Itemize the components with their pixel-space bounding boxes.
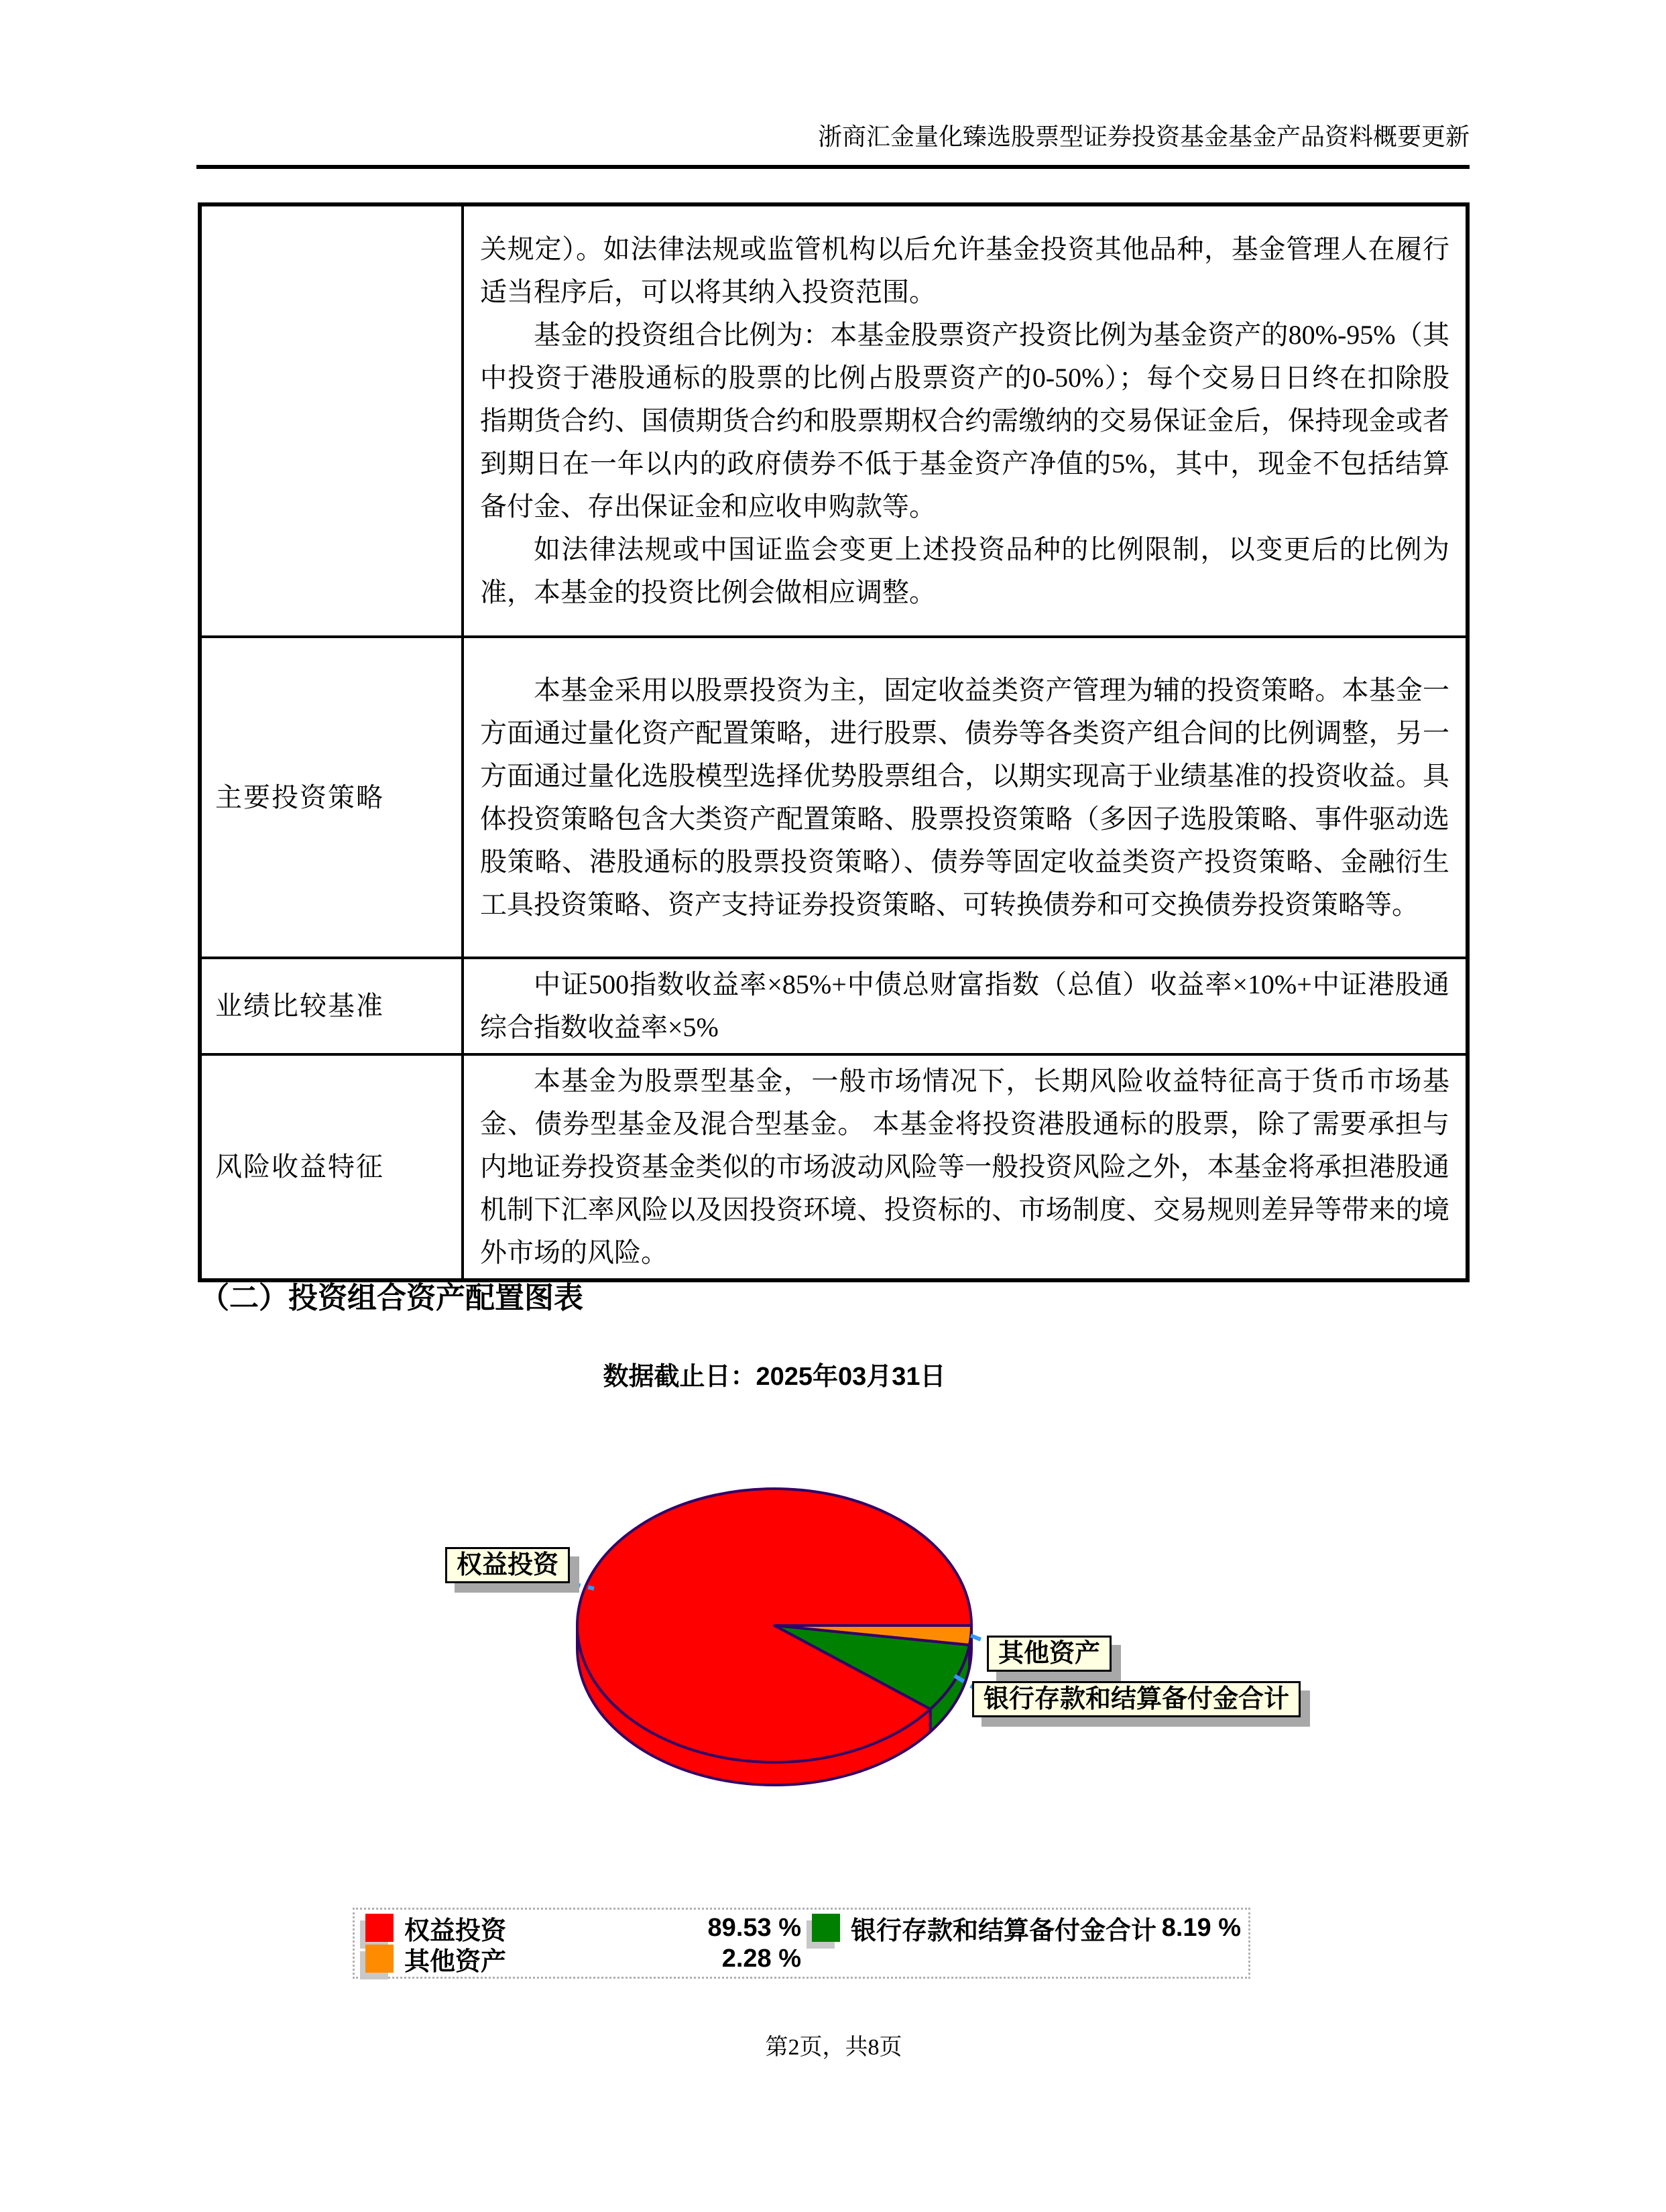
page-number-indicator: 第2页，共8页 xyxy=(765,2035,902,2060)
legend-column xyxy=(365,1913,801,1975)
paragraph: 本基金为股票型基金，一般市场情况下，长期风险收益特征高于货币市场基金、债券型基金及混合型基金。 本基金将投资港股通标的股票，除了需要承担与内地证券投资基金类似的市场波动风险等一般投资风险之外，本基金将承担港股通机制下汇率风险以及因投资环境、投资标的、市场制度、交易规则差异等带来的境外市场的风险。 xyxy=(480,1066,1449,1268)
table-row xyxy=(200,204,1468,637)
pie-callout-bank-deposits: 银行存款和结算备付金合计 xyxy=(972,1681,1301,1717)
legend-label: 其他资产 xyxy=(404,1947,507,1976)
chart-legend xyxy=(353,1908,1250,1979)
legend-item xyxy=(365,1944,801,1976)
legend-value: 8.19 % xyxy=(1161,1913,1241,1942)
asset-allocation-pie-chart xyxy=(375,1434,1046,1863)
table-row xyxy=(200,958,1468,1054)
paragraph: 关规定）。如法律法规或监管机构以后允许基金投资其他品种，基金管理人在履行适当程序后，可以将其纳入投资范围。 xyxy=(480,234,1449,307)
pie-slice xyxy=(577,1489,971,1762)
paragraph: 如法律法规或中国证监会变更上述投资品种的比例限制，以变更后的比例为准，本基金的投资比例会做相应调整。 xyxy=(480,534,1449,607)
row-content-cell xyxy=(463,958,1468,1054)
document-header-title: 浙商汇金量化臻选股票型证券投资基金基金产品资料概要更新 xyxy=(817,123,1470,150)
row-label-cell: 业绩比较基准 xyxy=(200,958,463,1054)
legend-label: 权益投资 xyxy=(404,1916,507,1945)
legend-swatch-red xyxy=(365,1914,394,1942)
legend-item xyxy=(365,1913,801,1943)
pie-callout-other-assets: 其他资产 xyxy=(987,1636,1112,1672)
legend-column xyxy=(812,1913,1241,1944)
fund-info-table xyxy=(198,202,1470,1282)
paragraph: 基金的投资组合比例为：本基金股票资产投资比例为基金资产的80%-95%（其中投资于港股通标的股票的比例占股票资产的0-50%）；每个交易日日终在扣除股指期货合约、国债期货合约和股票期权合约需缴纳的交易保证金后，保持现金或者到期日在一年以内的政府债券不低于基金资产净值的5%，其中，现金不包括结算备付金、存出保证金和应收申购款等。 xyxy=(480,320,1449,521)
legend-value: 89.53 % xyxy=(707,1913,801,1942)
legend-label: 银行存款和结算备付金合计 xyxy=(851,1916,1157,1945)
pie-callout-equity: 权益投资 xyxy=(445,1547,570,1583)
table-row xyxy=(200,637,1468,958)
table-row xyxy=(200,1054,1468,1280)
legend-swatch-orange xyxy=(365,1945,394,1973)
row-content-cell xyxy=(463,1054,1468,1280)
row-label-cell: 主要投资策略 xyxy=(200,637,463,958)
row-content-cell xyxy=(463,204,1468,637)
chart-data-cutoff-date: 数据截止日：2025年03月31日 xyxy=(603,1363,946,1391)
row-label-cell: 风险收益特征 xyxy=(200,1054,463,1280)
legend-item xyxy=(812,1913,1241,1943)
row-label-cell xyxy=(200,204,463,637)
paragraph: 中证500指数收益率×85%+中债总财富指数（总值）收益率×10%+中证港股通综合指数收益率×5% xyxy=(480,969,1449,1042)
legend-swatch-green xyxy=(812,1914,840,1942)
legend-value: 2.28 % xyxy=(721,1944,801,1973)
section-heading: （二）投资组合资产配置图表 xyxy=(200,1282,583,1314)
header-divider xyxy=(196,165,1470,169)
row-content-cell xyxy=(463,637,1468,958)
paragraph: 本基金采用以股票投资为主，固定收益类资产管理为辅的投资策略。本基金一方面通过量化资产配置策略，进行股票、债券等各类资产组合间的比例调整，另一方面通过量化选股模型选择优势股票组合，以期实现高于业绩基准的投资收益。具体投资策略包含大类资产配置策略、股票投资策略（多因子选股策略、事件驱动选股策略、港股通标的股票投资策略）、债券等固定收益类资产投资策略、金融衍生工具投资策略、资产支持证券投资策略、可转换债券和可交换债券投资策略等。 xyxy=(480,674,1449,920)
